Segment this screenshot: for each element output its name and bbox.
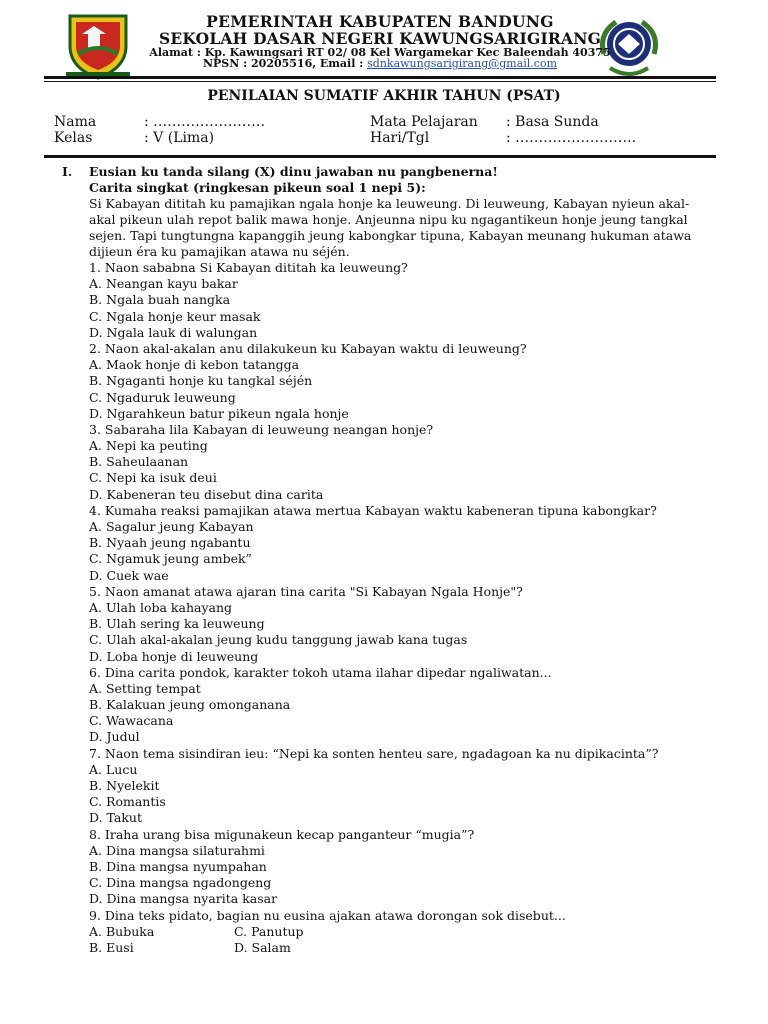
answer-option[interactable]: C. Romantis [89, 794, 166, 810]
story-text: Si Kabayan dititah ku pamajikan ngala honje ka leuweung. Di leuweung, Kabayan nyieun akal-akal pikeun ulah repot balik mawa honje. Anjeunna nipu ku ngagantikeun honje jeung tangkal sejen. Tapi tungtungna kapanggih jeung kabongkar tipuna, Kabayan meunang hukuman atawa dijieun éra ku pamajikan atawa nu séjén. [89, 196, 692, 259]
answer-option[interactable]: C. Ngaduruk leuweung [89, 389, 236, 405]
header-government-name: PEMERINTAH KABUPATEN BANDUNG [206, 12, 554, 31]
header-divider-thin [44, 81, 716, 82]
answer-option[interactable]: A. Nepi ka peuting [89, 438, 208, 454]
answer-option[interactable]: B. Saheulaanan [89, 454, 189, 470]
hari-label: Hari/Tgl [370, 130, 430, 146]
answer-option[interactable]: C. Ulah akal-akalan jeung kudu tanggung jawab kana tugas [89, 632, 468, 648]
question-item: 1. Naon sababna Si Kabayan dititah ka leuweung? [89, 260, 408, 275]
option-c[interactable]: C. Panutup [234, 923, 304, 939]
answer-option[interactable]: C. Nepi ka isuk deui [89, 470, 217, 486]
email-link[interactable]: sdnkawungsarigirang@gmail.com [367, 57, 558, 70]
header-address: Alamat : Kp. Kawungsari RT 02/ 08 Kel Wargamekar Kec Baleendah 40375 [149, 46, 611, 59]
answer-option[interactable]: A. Setting tempat [89, 680, 201, 696]
answer-option[interactable]: C. Wawacana [89, 713, 174, 729]
question-item: 3. Sabaraha lila Kabayan di leuweung neangan honje? [89, 421, 434, 437]
hari-value: : …………………….. [506, 130, 637, 146]
option-row [89, 924, 709, 940]
header-school-name: SEKOLAH DASAR NEGERI KAWUNGSARIGIRANG [158, 29, 602, 48]
npsn-text: NPSN : 20205516, Email : [202, 57, 368, 70]
question-item: 8. Iraha urang bisa migunakeun kecap panganteur “mugia”? [89, 826, 475, 842]
answer-option[interactable]: D. Ngarahkeun batur pikeun ngala honje [89, 405, 349, 421]
question-item: 7. Naon tema sisindiran ieu: “Nepi ka sonten henteu sare, ngadagoan ka nu dipikacinta”? [89, 745, 659, 761]
nama-label: Nama [54, 114, 97, 130]
answer-option[interactable]: D. Takut [89, 810, 142, 826]
question-content [89, 164, 709, 956]
option-row [89, 940, 709, 956]
answer-option[interactable]: D. Ngala lauk di walungan [89, 324, 258, 340]
answer-option[interactable]: C. Dina mangsa ngadongeng [89, 875, 272, 891]
info-divider [44, 155, 716, 158]
header-npsn-email [130, 57, 630, 70]
answer-option[interactable]: A. Ulah loba kahayang [89, 599, 233, 615]
answer-option[interactable]: A. Maok honje di kebon tatangga [89, 357, 300, 373]
answer-option[interactable]: B. Ngaganti honje ku tangkal séjén [89, 373, 313, 389]
answer-option[interactable]: C. Ngala honje keur masak [89, 308, 261, 324]
question-item: 9. Dina teks pidato, bagian nu eusina ajakan atawa dorongan sok disebut... [89, 907, 566, 923]
answer-option[interactable]: C. Ngamuk jeung ambek” [89, 551, 252, 567]
answer-option[interactable]: A. Lucu [89, 761, 138, 777]
story-title: Carita singkat (ringkesan pikeun soal 1 nepi 5): [89, 180, 426, 195]
answer-option[interactable]: D. Cuek wae [89, 567, 169, 583]
kelas-value: : V (Lima) [144, 130, 215, 146]
question-item: 2. Naon akal-akalan anu dilakukeun ku Kabayan waktu di leuweung? [89, 340, 527, 356]
question-item: 4. Kumaha reaksi pamajikan atawa mertua Kabayan waktu kabeneran tipuna kabongkar? [89, 502, 657, 518]
answer-option[interactable]: B. Nyaah jeung ngabantu [89, 535, 251, 551]
answer-option[interactable]: D. Kabeneran teu disebut dina carita [89, 486, 324, 502]
header-divider [44, 76, 716, 79]
answer-option[interactable]: B. Ngala buah nangka [89, 292, 231, 308]
mapel-value: : Basa Sunda [506, 114, 599, 130]
nama-value: : …………………… [144, 114, 266, 130]
option-b[interactable]: B. Eusi [89, 939, 134, 955]
question-list [89, 260, 709, 908]
kabupaten-bandung-logo-icon [64, 12, 132, 80]
answer-option[interactable]: A. Sagalur jeung Kabayan [89, 519, 254, 534]
answer-option[interactable]: D. Judul [89, 729, 140, 745]
answer-option[interactable]: B. Ulah sering ka leuweung [89, 616, 265, 632]
answer-option[interactable]: D. Loba honje di leuweung [89, 648, 259, 664]
section-instruction: Eusian ku tanda silang (X) dinu jawaban nu pangbenerna! [89, 164, 498, 179]
page-title: PENILAIAN SUMATIF AKHIR TAHUN (PSAT) [207, 88, 561, 104]
option-d[interactable]: D. Salam [234, 939, 291, 955]
answer-option[interactable]: A. Dina mangsa silaturahmi [89, 842, 265, 858]
answer-option[interactable]: A. Neangan kayu bakar [89, 276, 238, 292]
answer-option[interactable]: B. Nyelekit [89, 778, 160, 793]
answer-option[interactable]: B. Dina mangsa nyumpahan [89, 858, 267, 874]
section-number: I. [62, 164, 73, 179]
option-a[interactable]: A. Bubuka [89, 923, 155, 939]
kelas-label: Kelas [54, 130, 93, 146]
question-item: 6. Dina carita pondok, karakter tokoh utama ilahar dipedar ngaliwatan... [89, 664, 552, 680]
answer-option[interactable]: B. Kalakuan jeung omonganana [89, 697, 291, 713]
mapel-label: Mata Pelajaran [370, 114, 478, 130]
answer-option[interactable]: D. Dina mangsa nyarita kasar [89, 891, 278, 907]
question-item: 5. Naon amanat atawa ajaran tina carita "Si Kabayan Ngala Honje"? [89, 583, 523, 599]
